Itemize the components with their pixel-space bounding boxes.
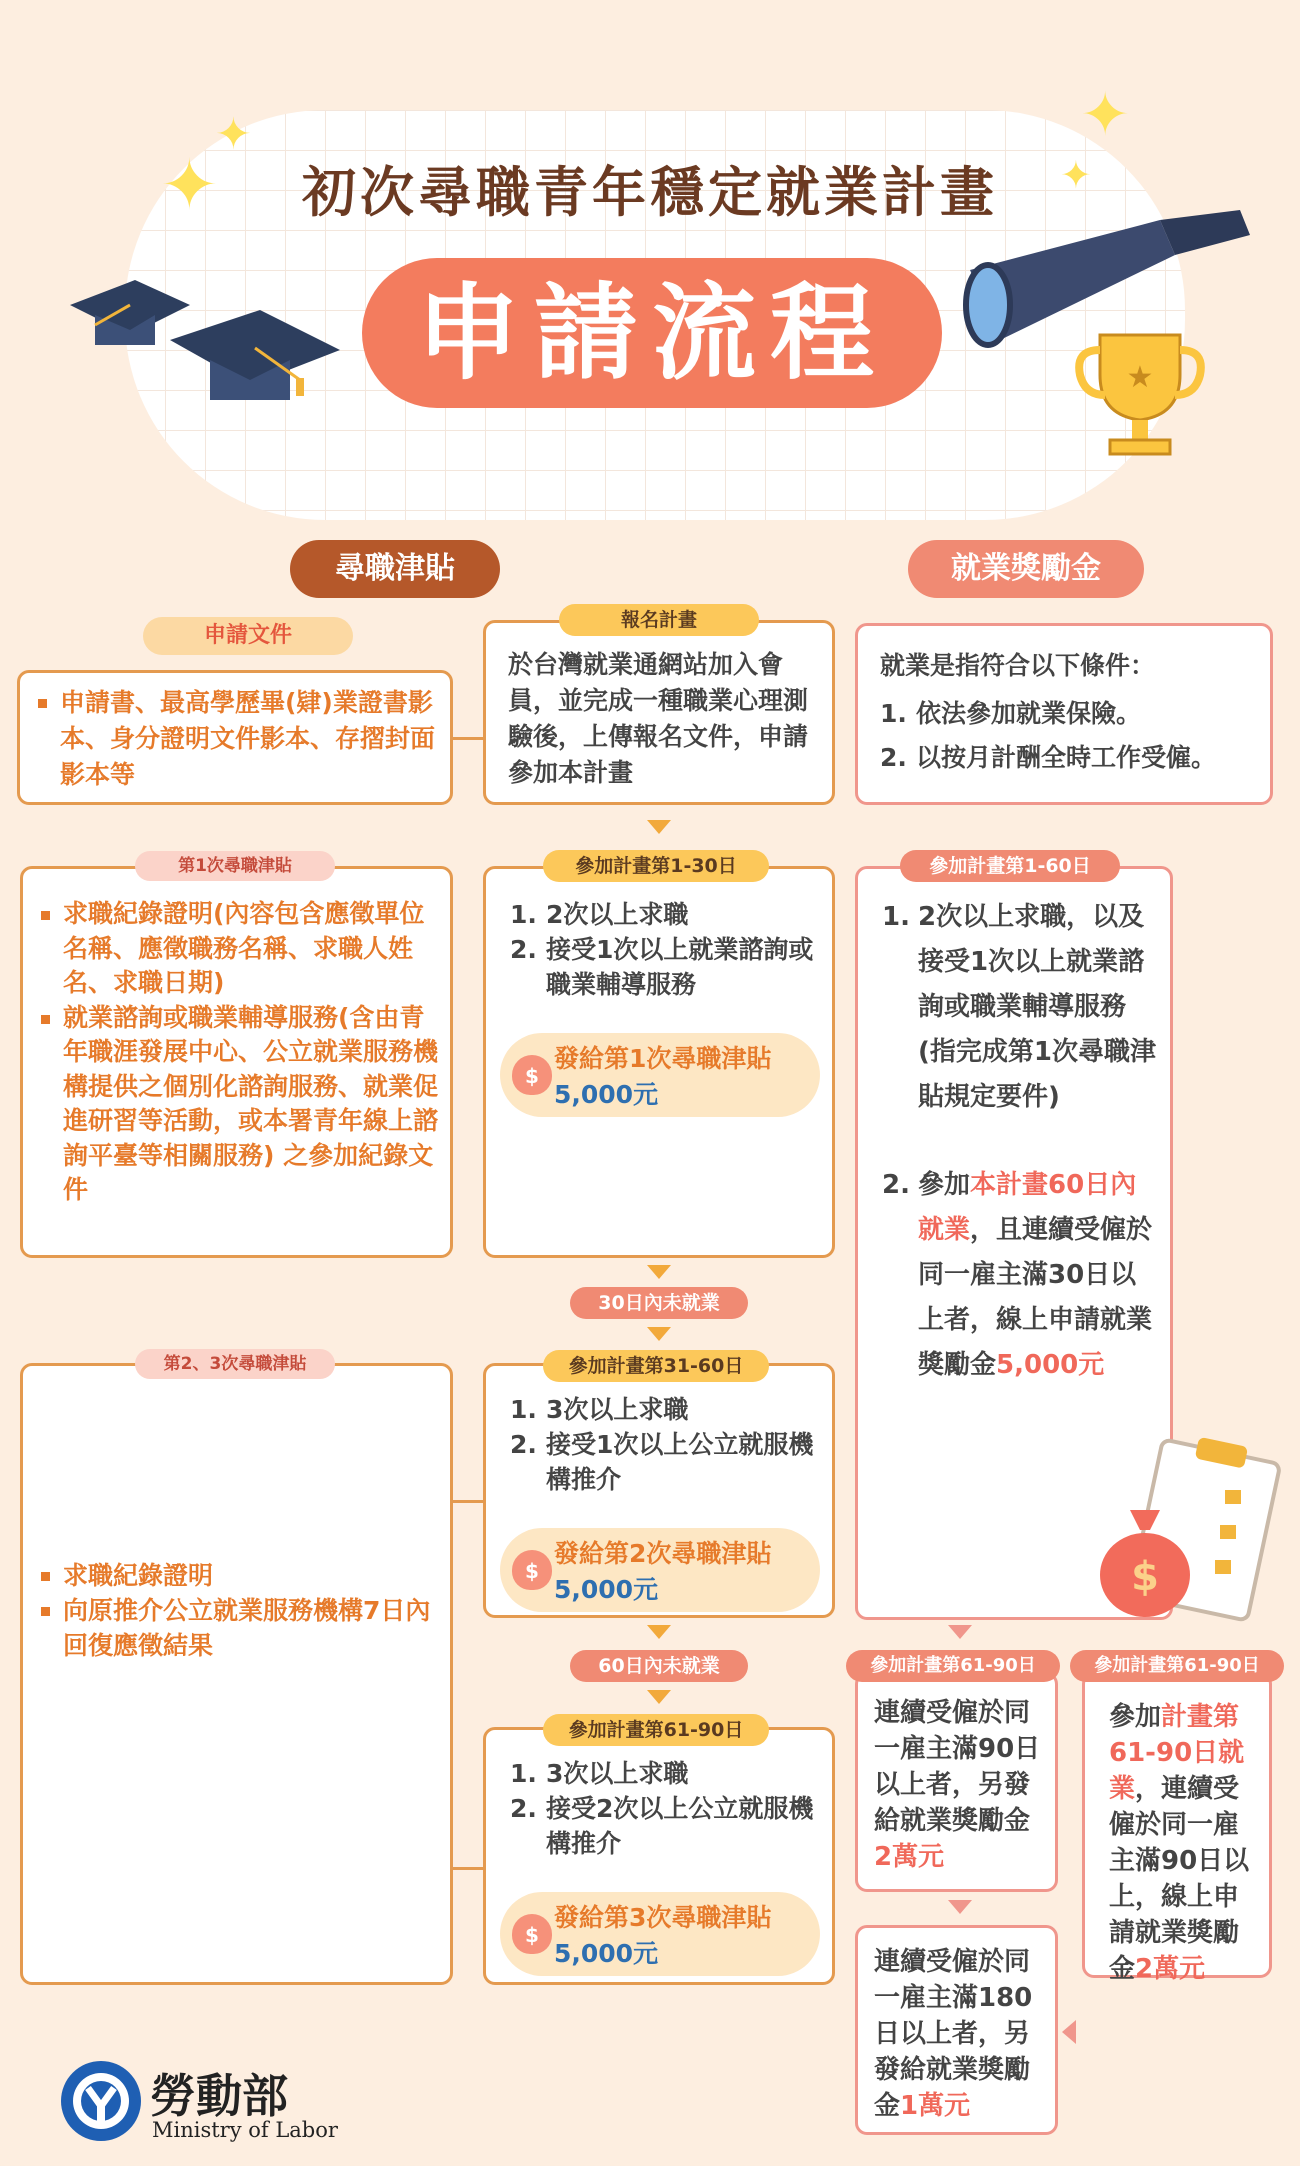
- stage1-box: [483, 866, 835, 1258]
- bonus-stage1-tag: 參加計畫第1-60日: [900, 850, 1120, 882]
- flow-not-employed-60: 60日內未就業: [570, 1650, 748, 1682]
- bonus-61-90-extra-text: 連續受僱於同一雇主滿90日以上者，另發給就業獎勵金2萬元: [874, 1698, 1041, 1872]
- employment-definition-box: [855, 623, 1273, 805]
- connector-line: [453, 737, 483, 740]
- first-allowance-tag: 第1次尋職津貼: [135, 851, 335, 881]
- stage1-payment-label: 發給第1次尋職津貼: [554, 1044, 772, 1073]
- flow-arrow: [647, 1327, 671, 1341]
- later-allowance-doc-item: 向原推介公立就業服務機構7日內回復應徵結果: [37, 1593, 447, 1663]
- first-allowance-doc-item: 求職紀錄證明(內容包含應徵單位名稱、應徵職務名稱、求職人姓名、求職日期): [37, 897, 447, 1001]
- stage2-payment: [500, 1528, 820, 1612]
- documents-tag: 申請文件: [143, 617, 353, 655]
- register-tag: 報名計畫: [559, 604, 759, 636]
- employment-condition-item: 1. 依法參加就業保險。: [880, 699, 1142, 728]
- section-job-search-allowance: 尋職津貼: [290, 540, 500, 598]
- stage3-box: [483, 1727, 835, 1985]
- connector-line: [453, 1500, 483, 1503]
- later-allowance-tag: 第2、3次尋職津貼: [135, 1349, 335, 1379]
- stage2-payment-amount: 5,000元: [554, 1575, 659, 1604]
- stage1-requirement: 1. 2次以上求職: [510, 900, 689, 929]
- later-allowance-docs-box: [20, 1363, 453, 1985]
- star-icon: ✦: [160, 144, 219, 226]
- first-allowance-doc-item: 就業諮詢或職業輔導服務(含由青年職涯發展中心、公立就業服務機構提供之個別化諮詢服務、就業促進研習等活動，或本署青年線上諮詢平臺等相關服務) 之參加紀錄文件: [37, 1001, 447, 1208]
- bonus-61-90-apply-tag: 參加計畫第61-90日: [1070, 1650, 1284, 1682]
- documents-item: 申請書、最高學歷畢(肄)業證書影本、身分證明文件影本、存摺封面影本等: [34, 685, 444, 793]
- flow-arrow: [647, 1265, 671, 1279]
- documents-box: [17, 670, 453, 805]
- stage2-requirement: 1. 3次以上求職: [510, 1395, 689, 1424]
- star-icon: ✦: [1060, 153, 1092, 197]
- stage1-tag: 參加計畫第1-30日: [543, 850, 769, 882]
- stage1-payment: [500, 1033, 820, 1117]
- money-bag-icon: $: [512, 1550, 552, 1590]
- stage2-tag: 參加計畫第31-60日: [543, 1350, 769, 1382]
- bonus-61-90-extra-tag: 參加計畫第61-90日: [846, 1650, 1060, 1682]
- stage3-payment-label: 發給第3次尋職津貼: [554, 1903, 772, 1932]
- bonus-stage1-item2: 2. 參加本計畫60日內就業，且連續受僱於同一雇主滿30日以上者，線上申請就業獎勵金5,000元: [882, 1170, 1153, 1380]
- page-title: 申請流程: [362, 258, 942, 408]
- section-employment-bonus: 就業獎勵金: [908, 540, 1144, 598]
- stage3-payment: [500, 1892, 820, 1976]
- flow-arrow: [647, 1625, 671, 1639]
- bonus-stage1-item1: 1. 2次以上求職，以及接受1次以上就業諮詢或職業輔導服務(指完成第1次尋職津貼規定要件): [882, 902, 1156, 1112]
- bonus-61-90-extra-box: [855, 1672, 1058, 1892]
- logo-english: Ministry of Labor: [152, 2118, 338, 2142]
- stage2-payment-label: 發給第2次尋職津貼: [554, 1539, 772, 1568]
- first-allowance-docs-box: [20, 866, 453, 1258]
- employment-definition-intro: 就業是指符合以下條件：: [880, 651, 1156, 680]
- stage2-box: [483, 1363, 835, 1618]
- star-icon: ✦: [215, 109, 252, 160]
- logo-name: 勞動部: [150, 2069, 288, 2123]
- flow-arrow: [1062, 2020, 1076, 2044]
- stage2-requirement: 2. 接受1次以上公立就服機構推介: [510, 1430, 814, 1494]
- connector-line: [453, 1867, 483, 1870]
- flow-arrow: [647, 820, 671, 834]
- svg-text:★: ★: [1126, 360, 1154, 395]
- stage1-requirement: 2. 接受1次以上就業諮詢或職業輔導服務: [510, 935, 814, 999]
- flow-arrow: [948, 1900, 972, 1914]
- graduation-cap-icon: [60, 250, 350, 430]
- flow-arrow: [948, 1625, 972, 1639]
- stage3-requirement: 2. 接受2次以上公立就服機構推介: [510, 1794, 814, 1858]
- money-bag-icon: $: [512, 1055, 552, 1095]
- register-text: 於台灣就業通網站加入會員，並完成一種職業心理測驗後，上傳報名文件，申請參加本計畫: [508, 650, 809, 787]
- star-icon: ✦: [1080, 80, 1131, 150]
- employment-condition-item: 2. 以按月計酬全時工作受僱。: [880, 743, 1217, 772]
- later-allowance-doc-item: 求職紀錄證明: [37, 1558, 447, 1593]
- stage1-payment-amount: 5,000元: [554, 1080, 659, 1109]
- svg-text:$: $: [1131, 1554, 1159, 1600]
- bonus-61-90-apply-text: 參加計畫第61-90日就業，連續受僱於同一雇主滿90日以上，線上申請就業獎勵金2萬元: [1109, 1702, 1250, 1984]
- bonus-180-text: 連續受僱於同一雇主滿180日以上者，另發給就業獎勵金1萬元: [874, 1947, 1033, 2121]
- ministry-logo-icon: [58, 2058, 144, 2144]
- stage3-requirement: 1. 3次以上求職: [510, 1759, 689, 1788]
- money-bag-icon: [1090, 1490, 1200, 1620]
- stage3-tag: 參加計畫第61-90日: [543, 1714, 769, 1746]
- register-box: [483, 620, 835, 805]
- page-subtitle: 初次尋職青年穩定就業計畫: [302, 161, 998, 224]
- bonus-180-box: [855, 1925, 1058, 2135]
- flow-arrow: [647, 1690, 671, 1704]
- bonus-61-90-apply-box: [1082, 1672, 1272, 1984]
- flow-not-employed-30: 30日內未就業: [570, 1287, 748, 1319]
- trophy-icon: [1070, 325, 1210, 465]
- money-bag-icon: $: [512, 1914, 552, 1954]
- stage3-payment-amount: 5,000元: [554, 1939, 659, 1968]
